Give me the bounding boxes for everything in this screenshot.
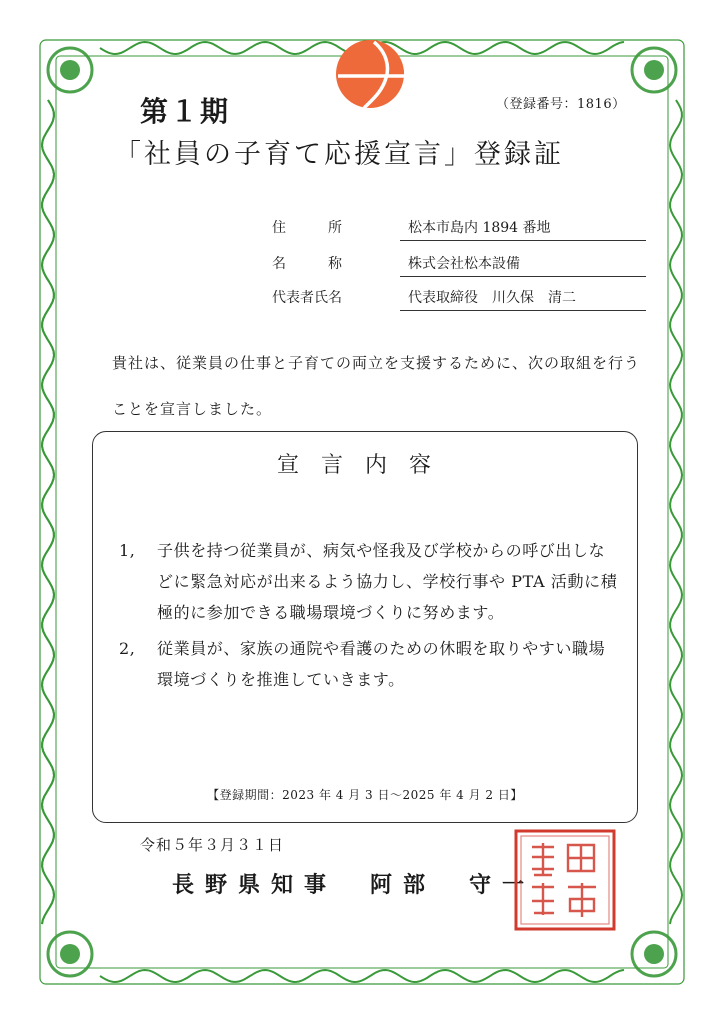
governor-name: 長野県知事 阿部 守一 — [172, 872, 536, 898]
declaration-item — [119, 633, 619, 695]
declaration-item-number: 2, — [119, 639, 136, 658]
declaration-item-text: 子供を持つ従業員が、病気や怪我及び学校からの呼び出しなどに緊急対応が出来るよう協力し、学校行事や PTA 活動に積極的に参加できる職場環境づくりに努めます。 — [157, 541, 618, 622]
company-name-value: 株式会社松本設備 — [400, 253, 646, 277]
address-label: 住 所 — [272, 220, 342, 236]
term-label: 第１期 — [140, 95, 231, 128]
prefecture-logo-icon — [334, 38, 406, 110]
issue-date: 令和５年３月３１日 — [140, 836, 285, 854]
official-seal-icon — [510, 825, 620, 935]
declaration-heading: 宣言内容 — [276, 453, 453, 478]
registration-period: 【登録期間：2023 年 4 月 3 日～2025 年 4 月 2 日】 — [207, 788, 523, 802]
declaration-box — [92, 431, 638, 823]
address-row — [272, 217, 638, 239]
representative-row — [272, 287, 638, 309]
registration-number: （登録番号：1816） — [496, 97, 626, 112]
declaration-item — [119, 535, 619, 628]
certificate-title: 「社員の子育て応援宣言」登録証 — [114, 139, 564, 170]
declaration-item-number: 1, — [119, 541, 136, 560]
representative-label: 代表者氏名 — [272, 290, 342, 306]
declaration-list — [119, 535, 619, 700]
declaration-item-text: 従業員が、家族の通院や看護のための休暇を取りやすい職場環境づくりを推進していきます。 — [157, 639, 606, 689]
company-name-label: 名 称 — [272, 256, 342, 272]
intro-paragraph: 貴社は、従業員の仕事と子育ての両立を支援するために、次の取組を行うことを宣言しました。 — [112, 354, 641, 418]
representative-value: 代表取締役 川久保 清二 — [400, 287, 646, 311]
company-name-row — [272, 253, 638, 275]
address-value: 松本市島内 1894 番地 — [400, 217, 646, 241]
